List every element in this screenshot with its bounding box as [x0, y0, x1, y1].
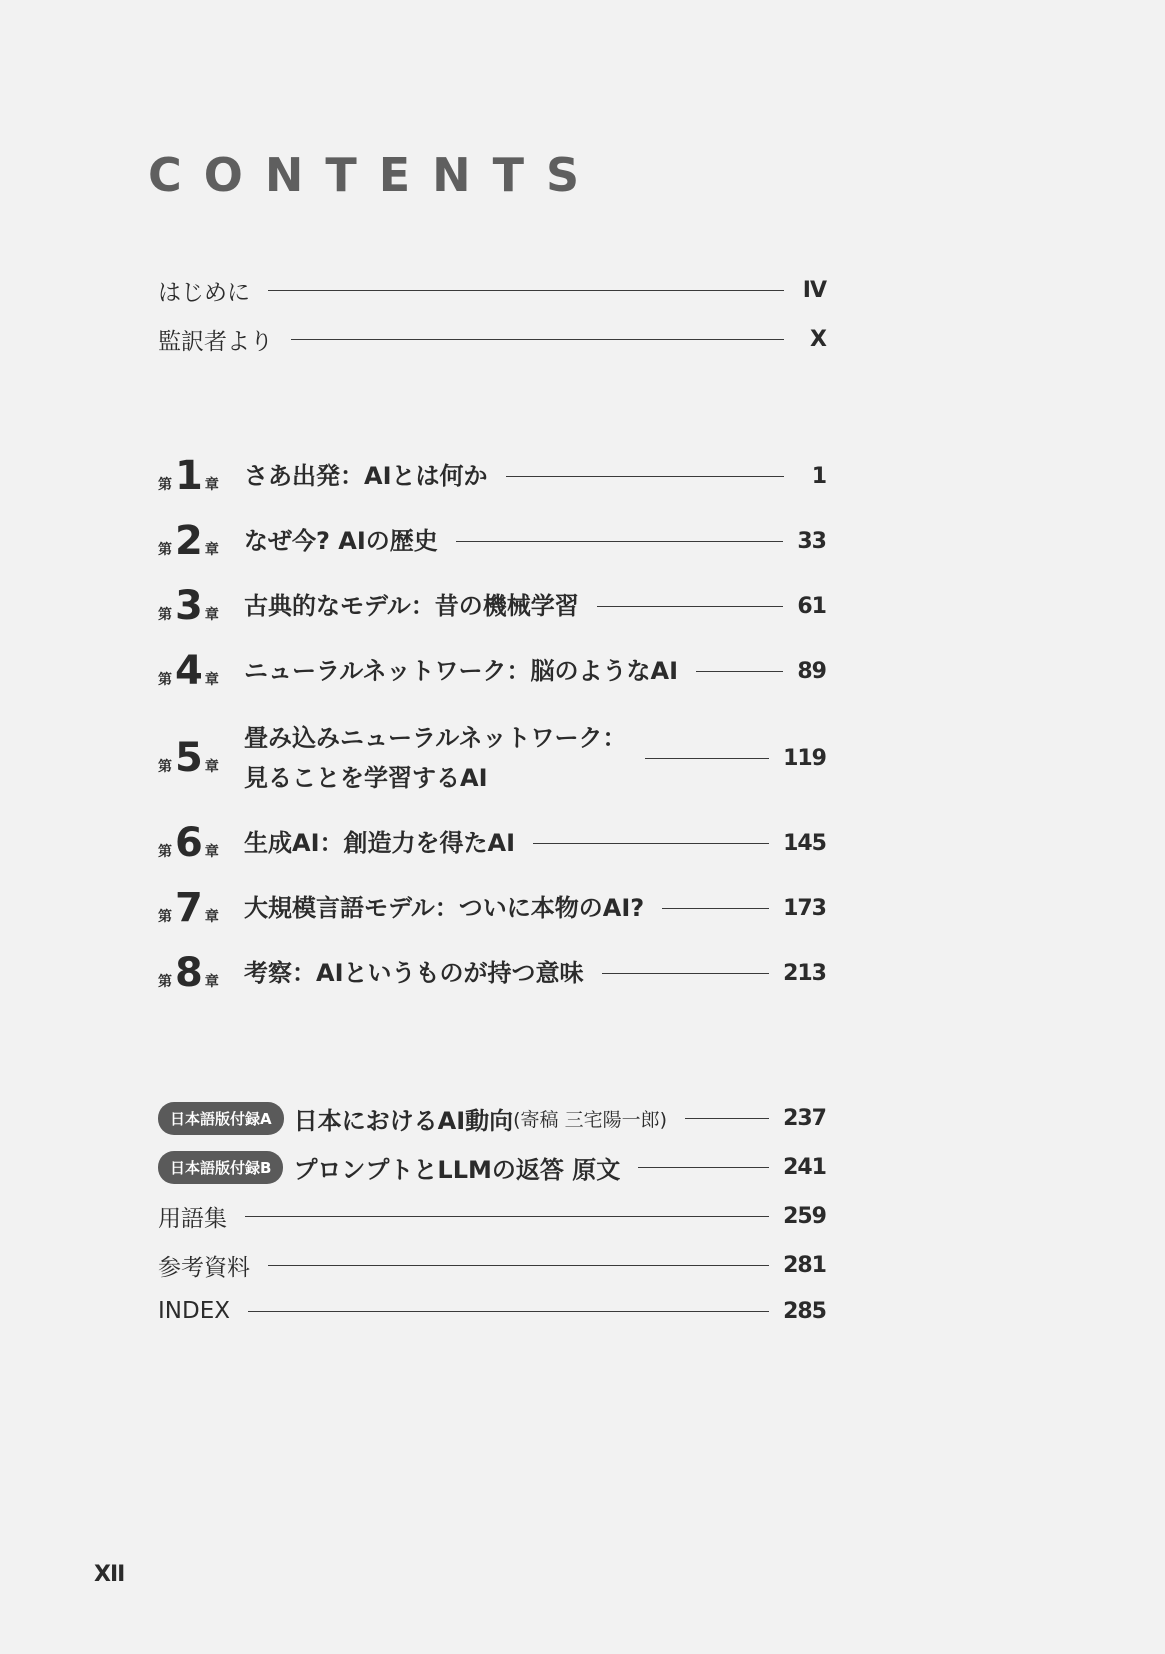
chapter-prefix: 第	[158, 844, 172, 860]
leader-rule	[245, 1216, 769, 1217]
entry-page: X	[810, 327, 826, 352]
entry-page: 61	[797, 593, 826, 619]
toc-chapter-3[interactable]	[158, 583, 826, 629]
appendix-title: プロンプトとLLMの返答 原文	[293, 1156, 621, 1184]
appendix-title: 日本におけるAI動向	[293, 1107, 514, 1135]
toc-chapter-2[interactable]	[158, 518, 826, 564]
chapter-suffix: 章	[204, 759, 219, 775]
entry-page: 213	[783, 960, 826, 986]
toc-entry-kanyakusha[interactable]	[158, 323, 826, 356]
chapter-title: ニューラルネットワーク：脳のようなAI	[244, 657, 679, 685]
toc-entry-index[interactable]	[158, 1298, 826, 1324]
chapter-suffix: 章	[204, 477, 219, 493]
entry-page: 281	[783, 1253, 826, 1278]
entry-page: 237	[783, 1106, 826, 1131]
leader-rule	[597, 606, 784, 607]
chapter-title: 古典的なモデル：昔の機械学習	[244, 592, 579, 620]
chapter-prefix: 第	[158, 909, 172, 925]
chapter-title: なぜ今? AIの歴史	[244, 527, 438, 555]
leader-rule	[533, 843, 769, 844]
chapter-suffix: 章	[204, 607, 219, 623]
chapter-title: 生成AI：創造力を得たAI	[244, 829, 516, 857]
leader-rule	[662, 908, 769, 909]
entry-label: はじめに	[158, 280, 250, 306]
leader-rule	[248, 1311, 769, 1312]
chapter-number-block	[158, 820, 244, 866]
chapter-prefix: 第	[158, 607, 172, 623]
entry-page: 259	[783, 1204, 826, 1229]
appendix-badge: 日本語版付録A	[158, 1102, 284, 1135]
chapter-number-block	[158, 735, 244, 781]
chapter-title: さあ出発：AIとは何か	[244, 462, 488, 490]
toc-chapter-4[interactable]	[158, 648, 826, 694]
appendix-badge: 日本語版付録B	[158, 1151, 283, 1184]
chapter-number: 1	[175, 453, 202, 499]
chapter-title-two-line	[244, 718, 627, 798]
chapter-number: 6	[175, 820, 202, 866]
chapter-number-block	[158, 950, 244, 996]
entry-page: 285	[783, 1298, 826, 1324]
chapter-number: 8	[175, 950, 202, 996]
leader-rule	[456, 541, 784, 542]
chapter-prefix: 第	[158, 672, 172, 688]
chapter-suffix: 章	[204, 542, 219, 558]
chapter-title-line1: 畳み込みニューラルネットワーク：	[244, 724, 627, 752]
leader-rule	[685, 1118, 769, 1119]
leader-rule	[506, 476, 784, 477]
entry-page: 241	[783, 1155, 826, 1180]
chapter-number-block	[158, 453, 244, 499]
chapter-suffix: 章	[204, 672, 219, 688]
chapter-number: 4	[175, 648, 202, 694]
chapter-number: 3	[175, 583, 202, 629]
toc-chapter-6[interactable]	[158, 820, 826, 866]
toc-entry-references[interactable]	[158, 1249, 826, 1282]
leader-rule	[268, 1265, 769, 1266]
chapter-prefix: 第	[158, 477, 172, 493]
chapter-number-block	[158, 648, 244, 694]
chapter-suffix: 章	[204, 909, 219, 925]
entry-page: 145	[783, 830, 826, 856]
leader-rule	[638, 1167, 769, 1168]
chapter-prefix: 第	[158, 542, 172, 558]
chapter-title: 考察：AIというものが持つ意味	[244, 959, 584, 987]
leader-rule	[291, 339, 784, 340]
chapter-title-line2: 見ることを学習するAI	[244, 764, 488, 792]
entry-label: 用語集	[158, 1206, 227, 1232]
chapter-number: 7	[175, 885, 202, 931]
toc-appendix-a[interactable]	[158, 1101, 826, 1136]
toc-entry-glossary[interactable]	[158, 1200, 826, 1233]
toc-chapter-1[interactable]	[158, 453, 826, 499]
entry-label: 参考資料	[158, 1255, 250, 1281]
entry-label: 監訳者より	[158, 329, 273, 355]
chapter-prefix: 第	[158, 974, 172, 990]
chapter-number: 5	[175, 735, 202, 781]
entry-page: IV	[802, 278, 826, 303]
entry-page: 89	[797, 658, 826, 684]
chapter-number-block	[158, 885, 244, 931]
entry-page: 173	[783, 895, 826, 921]
entry-page: 33	[797, 528, 826, 554]
chapter-prefix: 第	[158, 759, 172, 775]
appendix-note: (寄稿 三宅陽一郎)	[513, 1109, 668, 1131]
toc-chapter-7[interactable]	[158, 885, 826, 931]
page-folio: XII	[94, 1562, 125, 1587]
toc-chapter-8[interactable]	[158, 950, 826, 996]
leader-rule	[268, 290, 784, 291]
chapter-title: 大規模言語モデル：ついに本物のAI?	[244, 894, 645, 922]
toc-entry-hajimeni[interactable]	[158, 274, 826, 307]
chapter-suffix: 章	[204, 974, 219, 990]
chapter-suffix: 章	[204, 844, 219, 860]
contents-title: CONTENTS	[148, 148, 602, 202]
chapter-number-block	[158, 583, 244, 629]
entry-label: INDEX	[158, 1298, 230, 1324]
entry-page: 119	[783, 745, 826, 771]
toc-appendix-b[interactable]	[158, 1150, 826, 1185]
leader-rule	[696, 671, 783, 672]
entry-page: 1	[811, 463, 826, 489]
chapter-number: 2	[175, 518, 202, 564]
leader-rule	[602, 973, 770, 974]
leader-rule	[645, 758, 770, 759]
toc-chapter-5[interactable]	[158, 718, 826, 798]
chapter-number-block	[158, 518, 244, 564]
